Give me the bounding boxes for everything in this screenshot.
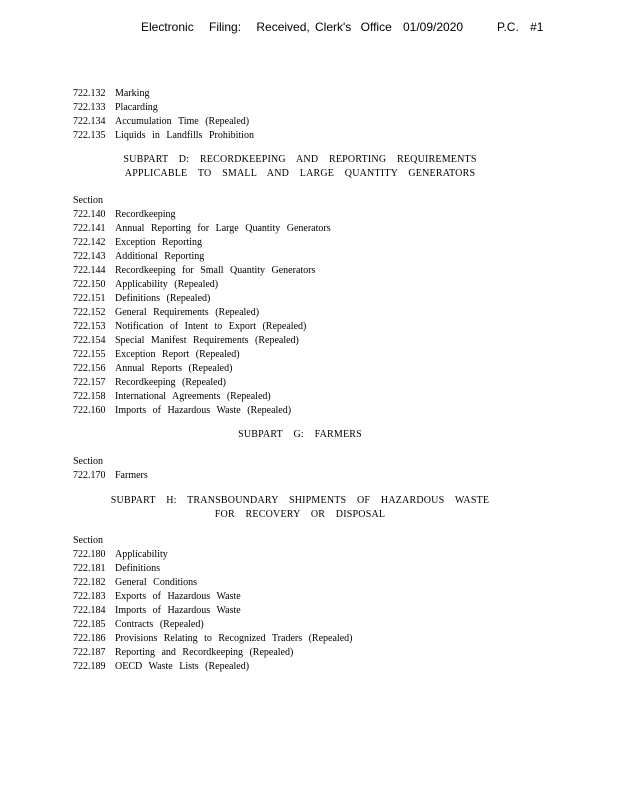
section-number: 722.180: [73, 549, 106, 560]
section-title: General Conditions: [115, 577, 198, 588]
filing-status: Electronic Filing: Received,: [141, 20, 310, 34]
section-number: 722.184: [73, 605, 106, 616]
section-number: 722.186: [73, 633, 106, 644]
section-title: Notification of Intent to Export (Repealed): [115, 321, 307, 332]
section-number: 722.182: [73, 577, 106, 588]
section-list-subpart-c-tail: [73, 87, 553, 143]
section-number: 722.140: [73, 209, 106, 220]
list-item: [73, 264, 553, 278]
list-item: [73, 348, 553, 362]
section-title: Placarding: [115, 102, 158, 113]
section-list-subpart-g: [73, 455, 553, 483]
section-number: 722.150: [73, 279, 106, 290]
section-number: 722.160: [73, 405, 106, 416]
section-title: Liquids in Landfills Prohibition: [115, 130, 254, 141]
subpart-d-heading: [60, 153, 540, 181]
section-title: Provisions Relating to Recognized Traders (Repealed): [115, 633, 353, 644]
list-item: [73, 236, 553, 250]
section-title: Contracts (Repealed): [115, 619, 204, 630]
section-label: Section: [73, 456, 103, 467]
subpart-g-heading: [60, 428, 540, 442]
filing-header: [0, 20, 618, 36]
list-item: [73, 362, 553, 376]
list-item: [73, 604, 553, 618]
list-item: [73, 278, 553, 292]
section-number: 722.141: [73, 223, 106, 234]
section-title: OECD Waste Lists (Repealed): [115, 661, 250, 672]
section-title: Annual Reporting for Large Quantity Generators: [115, 223, 331, 234]
section-title: Marking: [115, 88, 150, 99]
list-item: [73, 292, 553, 306]
section-number: 722.181: [73, 563, 106, 574]
section-label: Section: [73, 535, 103, 546]
list-item: [73, 390, 553, 404]
list-item: [73, 632, 553, 646]
list-item: [73, 548, 553, 562]
section-title: Imports of Hazardous Waste: [115, 605, 241, 616]
subpart-heading-line: SUBPART H: TRANSBOUNDARY SHIPMENTS OF HAZARDOUS WASTE: [110, 495, 490, 506]
section-number: 722.133: [73, 102, 106, 113]
section-number: 722.153: [73, 321, 106, 332]
subpart-h-heading: [60, 494, 540, 522]
section-title: Applicability: [115, 549, 168, 560]
clerk-office: Clerk's Office: [315, 20, 392, 34]
list-item: [73, 404, 553, 418]
section-number: 722.170: [73, 470, 106, 481]
list-item: [73, 562, 553, 576]
section-title: Exports of Hazardous Waste: [115, 591, 241, 602]
section-title: Exception Reporting: [115, 237, 203, 248]
filing-date: 01/09/2020: [403, 20, 464, 34]
list-item: [73, 250, 553, 264]
section-number: 722.156: [73, 363, 106, 374]
section-number: 722.151: [73, 293, 106, 304]
section-title: Accumulation Time (Repealed): [115, 116, 250, 127]
list-item: [73, 646, 553, 660]
section-number: 722.134: [73, 116, 106, 127]
section-title: Exception Report (Repealed): [115, 349, 240, 360]
section-title: Additional Reporting: [115, 251, 205, 262]
subpart-heading-line: FOR RECOVERY OR DISPOSAL: [214, 509, 386, 520]
subpart-heading-line: APPLICABLE TO SMALL AND LARGE QUANTITY GENERATORS: [124, 168, 476, 179]
section-number: 722.187: [73, 647, 106, 658]
list-item: [73, 590, 553, 604]
section-title: Farmers: [115, 470, 148, 481]
section-number: 722.152: [73, 307, 106, 318]
section-number: 722.183: [73, 591, 106, 602]
section-number: 722.158: [73, 391, 106, 402]
list-item: [73, 320, 553, 334]
list-item: [73, 376, 553, 390]
pc-number: P.C. #1: [497, 20, 544, 34]
section-title: Imports of Hazardous Waste (Repealed): [115, 405, 292, 416]
section-number: 722.155: [73, 349, 106, 360]
section-label: Section: [73, 195, 103, 206]
section-number: 722.144: [73, 265, 106, 276]
list-item: [73, 306, 553, 320]
subpart-heading-line: SUBPART G: FARMERS: [238, 429, 362, 440]
section-title: Definitions (Repealed): [115, 293, 211, 304]
section-title: Recordkeeping: [115, 209, 176, 220]
list-item: [73, 222, 553, 236]
section-number: 722.132: [73, 88, 106, 99]
list-item: [73, 208, 553, 222]
section-number: 722.143: [73, 251, 106, 262]
section-title: Recordkeeping for Small Quantity Generators: [115, 265, 316, 276]
section-title: General Requirements (Repealed): [115, 307, 260, 318]
section-title: International Agreements (Repealed): [115, 391, 271, 402]
list-item: [73, 618, 553, 632]
section-list-subpart-d: [73, 194, 553, 418]
list-item: [73, 576, 553, 590]
section-number: 722.189: [73, 661, 106, 672]
section-number: 722.185: [73, 619, 106, 630]
list-item: [73, 469, 553, 483]
section-title: Recordkeeping (Repealed): [115, 377, 226, 388]
subpart-heading-line: SUBPART D: RECORDKEEPING AND REPORTING REQUIREMENTS: [123, 154, 477, 165]
section-title: Special Manifest Requirements (Repealed): [115, 335, 299, 346]
section-title: Definitions: [115, 563, 160, 574]
section-number: 722.157: [73, 377, 106, 388]
section-number: 722.135: [73, 130, 106, 141]
section-title: Annual Reports (Repealed): [115, 363, 233, 374]
list-item: [73, 334, 553, 348]
list-item: [73, 101, 553, 115]
section-title: Reporting and Recordkeeping (Repealed): [115, 647, 294, 658]
list-item: [73, 115, 553, 129]
list-item: [73, 129, 553, 143]
section-number: 722.154: [73, 335, 106, 346]
section-list-subpart-h: [73, 534, 553, 674]
section-number: 722.142: [73, 237, 106, 248]
list-item: [73, 660, 553, 674]
section-title: Applicability (Repealed): [115, 279, 219, 290]
list-item: [73, 87, 553, 101]
